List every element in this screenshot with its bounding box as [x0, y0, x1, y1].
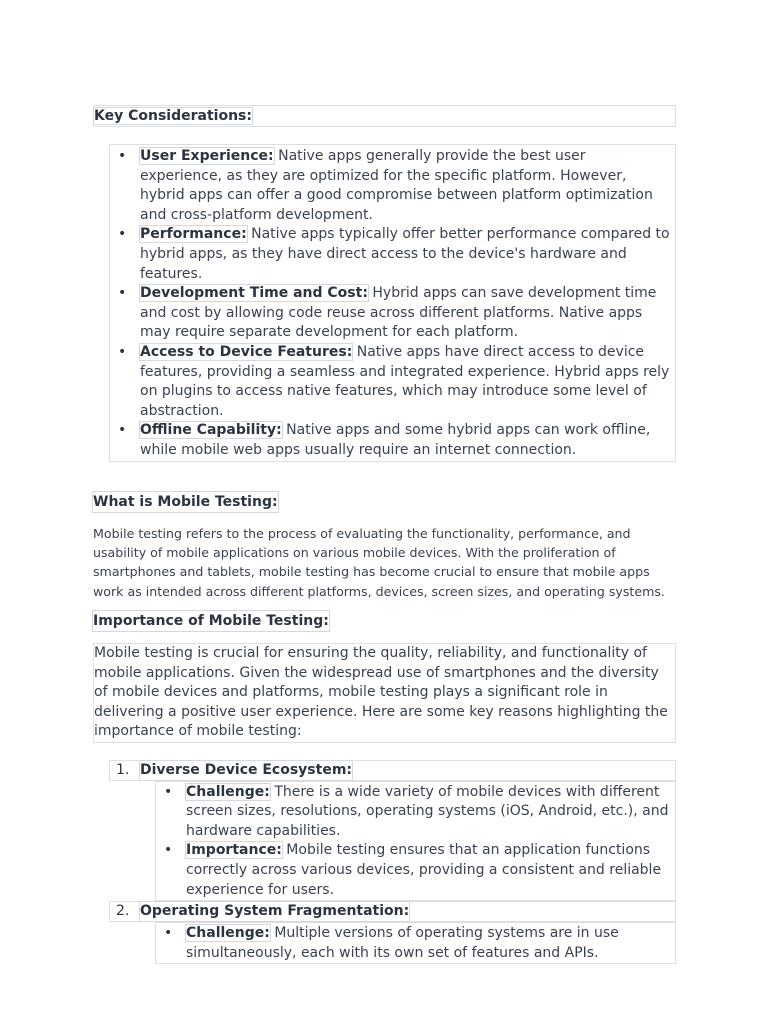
list-item-term: Importance:: [186, 842, 282, 859]
key-considerations-list-box: [109, 144, 676, 462]
importance-ordered-list: [109, 760, 676, 965]
list-item: [140, 343, 671, 421]
ordered-list-item: [109, 901, 676, 922]
list-item-term: Access to Device Features:: [140, 343, 353, 360]
list-item: [186, 783, 675, 842]
ordered-list-number: 2.: [116, 903, 130, 920]
sub-list: [156, 924, 675, 963]
list-item: [140, 421, 671, 460]
section-heading-key-considerations: [93, 105, 676, 127]
sub-list-box: [155, 781, 676, 902]
importance-paragraph: Mobile testing is crucial for ensuring the quality, reliability, and functionality of mobile applications. Given the widespread use of smartphones and the diversity of mobile devices and platforms, mobile testing plays a significant role in delivering a positive user experience. Here are some key reasons highlighting the importance of mobile testing:: [93, 643, 676, 743]
ordered-list-item: [109, 760, 676, 781]
sub-list-box: [155, 922, 676, 964]
key-considerations-list: [110, 147, 671, 461]
section-importance: [93, 610, 676, 743]
sub-list: [156, 783, 675, 901]
ordered-list-number: 1.: [116, 761, 130, 778]
section-heading-importance: Importance of Mobile Testing:: [93, 613, 329, 630]
list-item: [186, 924, 675, 963]
section-what-is: [93, 491, 676, 602]
section-heading-what-is: What is Mobile Testing:: [93, 493, 278, 510]
list-item: [140, 147, 671, 225]
list-item: [186, 841, 675, 900]
list-item-term: Development Time and Cost:: [140, 285, 368, 302]
list-item-term: User Experience:: [140, 148, 274, 164]
document-page: [93, 105, 676, 964]
list-item-text: Multiple versions of operating systems are in use simultaneously, each with its own set of features and APIs.: [186, 925, 619, 961]
list-item: [140, 225, 671, 284]
ordered-list-title: Operating System Fragmentation:: [140, 903, 410, 920]
list-item-text: Hybrid apps can save development time and cost by allowing code reuse across different platforms. Native apps may require separate development for each platform.: [140, 285, 657, 341]
list-item-text: Native apps typically offer better performance compared to hybrid apps, as they have direct access to the device's hardware and features.: [140, 226, 670, 282]
list-item-text: Mobile testing ensures that an application functions correctly across various devices, providing a consistent and reliable experience for users.: [186, 842, 662, 898]
heading-text: Key Considerations:: [94, 108, 252, 124]
list-item-term: Challenge:: [186, 925, 270, 942]
list-item-text: Native apps have direct access to device features, providing a seamless and integrated experience. Hybrid apps rely on plugins to access native features, which may introduce some level of abstraction.: [140, 343, 670, 419]
list-item-text: Native apps generally provide the best user experience, as they are optimized for the specific platform. However, hybrid apps can offer a good compromise between platform optimization and cross-platform development.: [140, 148, 653, 223]
what-is-paragraph: Mobile testing refers to the process of evaluating the functionality, performance, and usability of mobile applications on various mobile devices. With the proliferation of smartphones and tablets, mobile testing has become crucial to ensure that mobile apps work as intended across different platforms, devices, screen sizes, and operating systems.: [93, 525, 665, 599]
list-item-text: Native apps and some hybrid apps can work offline, while mobile web apps usually require an internet connection.: [140, 422, 651, 458]
list-item: [140, 284, 671, 343]
list-item-term: Challenge:: [186, 783, 270, 800]
list-item-term: Performance:: [140, 226, 247, 243]
ordered-list-title: Diverse Device Ecosystem:: [140, 761, 353, 778]
list-item-term: Offline Capability:: [140, 422, 282, 439]
list-item-text: There is a wide variety of mobile devices with different screen sizes, resolutions, operating systems (iOS, Android, etc.), and hardware capabilities.: [186, 783, 669, 839]
